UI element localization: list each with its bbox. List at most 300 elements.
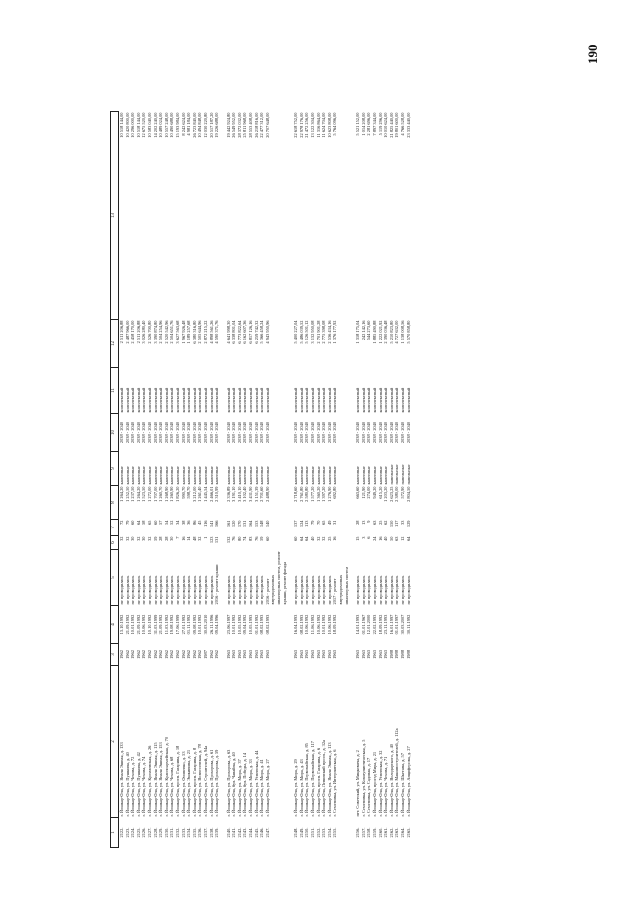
address: г. Йошкар-Ола, ул. Мира, д. 27 bbox=[264, 759, 270, 817]
cost-value: 5 126 501,12 bbox=[304, 320, 310, 344]
repair-period: 2038 - 2040 bbox=[360, 421, 366, 444]
address: г. Йошкар-Ола, ул. Успенская, д. 32 bbox=[377, 750, 383, 817]
repair-period: 2038 - 2040 bbox=[152, 421, 158, 444]
column-6-value: 32 bbox=[124, 536, 130, 541]
wall-material: панельные bbox=[405, 464, 411, 485]
wall-material: каменные bbox=[315, 466, 321, 485]
repair-status: 2016 - ремонт внутридомовых инженерных систем, ремонт крыши, ремонт фасада bbox=[264, 551, 287, 605]
privatization-date: 16.01.1997 bbox=[388, 614, 394, 635]
cost-value: 1 885 490,88 bbox=[371, 320, 377, 344]
cost-value: 2 775 398,08 bbox=[321, 320, 327, 344]
repair-status: не проводилась bbox=[259, 575, 265, 605]
total-value: 5 521 152,00 bbox=[355, 112, 361, 136]
address: г. Йошкар-Ола, ул. Пушкина, д. 42 bbox=[135, 752, 141, 817]
column-7-value: 49 bbox=[326, 520, 332, 525]
work-type: комплексный bbox=[152, 387, 158, 413]
row-id: 2132. bbox=[174, 827, 180, 838]
column-6-value: 50 bbox=[388, 536, 394, 541]
column-6-value: 24 bbox=[371, 536, 377, 541]
cost-value: 1 318 175,04 bbox=[355, 320, 361, 344]
cost-value: 6 817 126,16 bbox=[248, 320, 254, 344]
total-value: 12 675 520,00 bbox=[141, 112, 147, 138]
row-id: 2147. bbox=[264, 827, 270, 838]
area-value: 3 191,10 bbox=[231, 486, 237, 502]
total-value: 10 420 800,00 bbox=[124, 112, 130, 138]
total-value: 10 489 024,00 bbox=[158, 112, 164, 138]
build-year: 1988 bbox=[405, 650, 411, 659]
wall-material: каменные bbox=[146, 466, 152, 485]
work-type: комплексный bbox=[377, 387, 383, 413]
column-6-value: 32 bbox=[119, 536, 124, 541]
address: г. Йошкар-Ола, ул. Эшкинина, д. 21 bbox=[186, 749, 192, 817]
work-type: комплексный bbox=[119, 387, 124, 413]
column-7-value: 141 bbox=[208, 520, 214, 528]
privatization-date: 19.08.1992 bbox=[169, 614, 175, 635]
build-year: 1963 bbox=[366, 650, 372, 659]
row-id: 2130. bbox=[163, 827, 169, 838]
address: г. Йошкар-Ола, просп. Гагарина, д. 8 bbox=[191, 747, 197, 817]
total-value: 10 557 248,00 bbox=[163, 112, 169, 138]
privatization-date: 09.04.1996 bbox=[214, 614, 220, 635]
wall-material: каменные bbox=[130, 466, 136, 485]
cost-value: 242 142,16 bbox=[360, 320, 366, 341]
address: г. Йошкар-Ола, ул. Мира, д. 41 bbox=[259, 759, 265, 817]
address: г. Йошкар-Ола, ул. Вознесенская, д. 78 bbox=[197, 744, 203, 817]
area-value: 572,90 bbox=[399, 486, 405, 499]
repair-period: 2038 - 2040 bbox=[141, 421, 147, 444]
cost-value: 6 380 316,80 bbox=[191, 320, 197, 344]
repair-status: не проводилась bbox=[180, 575, 186, 605]
total-value: 19 442 924,80 bbox=[225, 112, 231, 138]
row-id: 2146. bbox=[259, 827, 265, 838]
address: пгт. Советский, ул. Мицкевича, д. 2 bbox=[355, 750, 361, 817]
column-header-9: 9 bbox=[111, 452, 119, 486]
cost-value: 6 162 607,36 bbox=[242, 320, 248, 344]
build-year: 1963 bbox=[264, 650, 270, 659]
privatization-date: 31.03.1999 bbox=[152, 614, 158, 635]
privatization-date: 08.02.1993 bbox=[264, 614, 270, 635]
row-id: 2124. bbox=[130, 827, 136, 838]
wall-material: каменные bbox=[326, 466, 332, 485]
row-id: 2154. bbox=[326, 827, 332, 838]
column-number-row bbox=[111, 112, 119, 848]
work-type: комплексный bbox=[310, 387, 315, 413]
repair-status: не проводилась bbox=[163, 575, 169, 605]
wall-material: каменные bbox=[169, 466, 175, 485]
cost-value: 4 943 950,96 bbox=[264, 320, 270, 344]
privatization-date: 21.09.1992 bbox=[124, 614, 130, 635]
address: г. Йошкар-Ола, ул. Красноармейская, д. 70 bbox=[163, 736, 169, 817]
column-header-8: 8 bbox=[111, 486, 119, 520]
repair-status: не проводилась bbox=[231, 575, 237, 605]
total-value: 10 490 688,00 bbox=[169, 112, 175, 138]
column-6-value: 64 bbox=[298, 536, 304, 541]
column-6-value: 76 bbox=[253, 536, 259, 541]
cost-value: 6 773 822,64 bbox=[236, 320, 242, 344]
total-value: 1 014 208,00 bbox=[360, 112, 366, 136]
total-value: 10 623 808,00 bbox=[326, 112, 332, 138]
work-type: комплексный bbox=[236, 387, 242, 413]
column-7-value: 33 bbox=[399, 520, 405, 525]
repair-status: не проводилась bbox=[321, 575, 327, 605]
row-id: 2159. bbox=[371, 827, 377, 838]
column-7-value: 25 bbox=[377, 520, 383, 525]
column-header-10: 10 bbox=[111, 414, 119, 452]
area-value: 2 761,80 bbox=[298, 486, 304, 502]
cost-value: 1 376 177,92 bbox=[332, 320, 338, 344]
wall-material: панельные bbox=[388, 464, 394, 485]
build-year: 1962 bbox=[174, 650, 180, 659]
address: г. Йошкар-Ола, ул. Осипенко, д. 53 bbox=[180, 751, 186, 817]
repair-period: 2038 - 2040 bbox=[236, 421, 242, 444]
build-year: 1962 bbox=[124, 650, 130, 659]
column-7-value: 57 bbox=[158, 520, 164, 525]
work-type: комплексный bbox=[259, 387, 265, 413]
address: г. Йошкар-Ола, ул. Первомайская, д. 85 bbox=[304, 743, 310, 817]
build-year: 1988 bbox=[394, 650, 400, 659]
address: г. Йошкар-Ола, ул. Пушкина, д. 40 bbox=[124, 752, 130, 817]
row-id: 2161. bbox=[383, 827, 389, 838]
address: г. Йошкар-Ола, ул. Прохорова, д. 61 bbox=[208, 749, 214, 817]
address: г. Йошкар-Ола, ул. Мира, д. 37 bbox=[236, 759, 242, 817]
row-id: 2127. bbox=[146, 827, 152, 838]
cost-value: 2 458 170,00 bbox=[130, 320, 136, 344]
column-7-value: 166 bbox=[214, 520, 220, 528]
area-value: 3 212,00 bbox=[191, 486, 197, 502]
cost-value: 1 967 926,48 bbox=[180, 320, 186, 344]
column-header-2: 2 bbox=[111, 666, 119, 818]
privatization-date: 01.01.1997 bbox=[394, 614, 400, 635]
cost-value: 2 504 254,96 bbox=[158, 320, 164, 344]
build-year: 1963 bbox=[293, 650, 299, 659]
area-value: 663,60 bbox=[355, 486, 361, 499]
area-value: 2 488,90 bbox=[264, 486, 270, 502]
area-value: 1 445,54 bbox=[202, 486, 208, 502]
column-6-value: 14 bbox=[186, 536, 192, 541]
work-type: комплексный bbox=[360, 387, 366, 413]
row-id: 2134. bbox=[186, 827, 192, 838]
repair-period: 2038 - 2040 bbox=[259, 421, 265, 444]
wall-material: каменные bbox=[124, 466, 130, 485]
repair-status: не проводилась bbox=[388, 575, 394, 605]
cost-value: 5 400 227,04 bbox=[293, 320, 299, 344]
column-6-value: 15 bbox=[355, 536, 361, 541]
wall-material: каменные bbox=[310, 466, 315, 485]
column-6-value: 60 bbox=[264, 536, 270, 541]
address: г. Йошкар-Ола, ул. Мира, д. 43 bbox=[298, 759, 304, 817]
address: г. Йошкар-Ола, ул. Чехова, д. 71 bbox=[383, 756, 389, 817]
cost-value: 5 570 858,80 bbox=[405, 320, 411, 344]
column-7-value: 9 bbox=[366, 520, 372, 523]
column-6-value: 3 bbox=[360, 536, 366, 539]
column-6-value: 12 bbox=[399, 536, 405, 541]
repair-period: 2038 - 2040 bbox=[208, 421, 214, 444]
column-header-4: 4 bbox=[111, 606, 119, 644]
build-year: 1962 bbox=[186, 650, 192, 659]
wall-material: каменные bbox=[186, 466, 192, 485]
column-6-value: 76 bbox=[231, 536, 237, 541]
address: г. Йошкар-Ола, бул. Чавайна, д. 40 bbox=[231, 752, 237, 817]
row-id: 2141. bbox=[231, 827, 237, 838]
area-value: 2 718,60 bbox=[293, 486, 299, 502]
build-year: 1963 bbox=[326, 650, 332, 659]
column-7-value: 70 bbox=[315, 520, 321, 525]
repair-period: 2038 - 2040 bbox=[405, 421, 411, 444]
column-7-value: 116 bbox=[202, 520, 208, 527]
column-6-value: 64 bbox=[304, 536, 310, 541]
wall-material: каменные bbox=[152, 466, 158, 485]
privatization-date: 10.06.1992 bbox=[315, 614, 321, 635]
work-type: комплексный bbox=[174, 387, 180, 413]
area-value: 1 264,20 bbox=[119, 486, 124, 502]
area-value: 2 380,00 bbox=[394, 486, 400, 502]
repair-status: не проводилась bbox=[146, 575, 152, 605]
address: г. Йошкар-Ола, ул. Яналя Эшпая, д. 115 bbox=[152, 742, 158, 817]
row-id: 2151. bbox=[310, 827, 315, 838]
repair-period: 2038 - 2040 bbox=[298, 421, 304, 444]
work-type: комплексный bbox=[298, 387, 304, 413]
cost-value: 6 338 801,04 bbox=[231, 320, 237, 344]
column-6-value: 32 bbox=[321, 536, 327, 541]
privatization-date: 10.01.1992 bbox=[197, 614, 203, 635]
wall-material: каменные bbox=[377, 466, 383, 485]
row-id: 2156. bbox=[355, 827, 361, 838]
build-year: 1963 bbox=[242, 650, 248, 659]
column-6-value: 30 bbox=[130, 536, 136, 541]
repair-status: не проводилась bbox=[169, 575, 175, 605]
wall-material: каменные bbox=[208, 466, 214, 485]
column-7-value: 120 bbox=[231, 520, 237, 528]
column-7-value: 28 bbox=[355, 520, 361, 525]
repair-period: 2038 - 2040 bbox=[225, 421, 231, 444]
row-id: 2144. bbox=[248, 827, 254, 838]
total-value: 7 897 344,00 bbox=[371, 112, 377, 136]
repair-status: не проводилась bbox=[355, 575, 361, 605]
address: г. Йошкар-Ола, проезд Мира, д. 21 bbox=[371, 751, 377, 817]
area-value: 1 826,20 bbox=[174, 486, 180, 502]
row-id: 2163. bbox=[394, 827, 400, 838]
repair-period: 2038 - 2040 bbox=[169, 421, 175, 444]
cost-value: 2 872 215,22 bbox=[202, 320, 208, 344]
repair-status: не проводилась bbox=[158, 575, 164, 605]
column-6-value: 63 bbox=[394, 536, 400, 541]
column-header-5: 5 bbox=[111, 550, 119, 606]
cost-value: 3 390 874,80 bbox=[152, 320, 158, 344]
privatization-date: 17.06.1999 bbox=[174, 614, 180, 635]
row-id: 2122. bbox=[119, 827, 124, 838]
repair-status: не проводилась bbox=[242, 575, 248, 605]
build-year: 1963 bbox=[298, 650, 304, 659]
wall-material: каменные bbox=[371, 466, 377, 485]
address: г. Йошкар-Ола, ул. Кремлевская, д. 26 bbox=[146, 745, 152, 817]
cost-value: 1 222 021,92 bbox=[377, 320, 383, 344]
address: г. Йошкар-Ола, ул. Машиностроителей, д. 112а bbox=[394, 728, 400, 817]
work-type: комплексный bbox=[383, 387, 389, 413]
work-type: комплексный bbox=[371, 387, 377, 413]
privatization-date: 11.06.1992 bbox=[310, 614, 315, 635]
build-year: 1963 bbox=[310, 650, 315, 659]
address: г. Йошкар-Ола, ул. Анциферова, д. 27 bbox=[405, 746, 411, 817]
wall-material: каменные bbox=[321, 466, 327, 485]
wall-material: каменные bbox=[174, 466, 180, 485]
work-type: комплексный bbox=[186, 387, 192, 413]
row-id: 2128. bbox=[152, 827, 158, 838]
column-6-value: 74 bbox=[242, 536, 248, 541]
address: г. Йошкар-Ола, ул. Володарского, д. 40 bbox=[388, 744, 394, 817]
address: г. Йошкар-Ола, бул. Победы, д. 14 bbox=[242, 752, 248, 817]
work-type: комплексный bbox=[231, 387, 237, 413]
area-value: 121,90 bbox=[360, 486, 366, 499]
privatization-date: 18.09.1992 bbox=[332, 614, 338, 635]
work-type: комплексный bbox=[141, 387, 147, 413]
wall-material: каменные bbox=[259, 466, 265, 485]
build-year: 1962 bbox=[146, 650, 152, 659]
cost-value: 2 390 036,48 bbox=[383, 320, 389, 344]
repair-status: не проводилась bbox=[360, 575, 366, 605]
area-value: 692,80 bbox=[332, 486, 338, 499]
total-value: 23 333 440,00 bbox=[405, 112, 411, 138]
build-year: 1987 bbox=[202, 650, 208, 659]
repair-period: 2038 - 2040 bbox=[174, 421, 180, 444]
privatization-date: 27.01.1992 bbox=[180, 614, 186, 635]
cost-value: 3 026 280,40 bbox=[141, 320, 147, 344]
column-7-value: 124 bbox=[298, 520, 304, 528]
address: г. Йошкар-Ола, ул. Первомайская, д. 117 bbox=[310, 741, 315, 817]
repair-period: 2038 - 2040 bbox=[158, 421, 164, 444]
repair-period: 2038 - 2040 bbox=[310, 421, 315, 444]
area-value: 2 623,25 bbox=[388, 486, 394, 502]
build-year: 1962 bbox=[119, 650, 124, 659]
wall-material: каменные bbox=[202, 466, 208, 485]
work-type: комплексный bbox=[202, 387, 208, 413]
column-7-value: 36 bbox=[186, 520, 192, 525]
build-year: 1962 bbox=[152, 650, 158, 659]
repair-status: не проводилась bbox=[248, 575, 254, 605]
total-value: 12 030 220,80 bbox=[202, 112, 208, 138]
repair-period: 2038 - 2040 bbox=[399, 421, 405, 444]
cost-value: 2 505 644,96 bbox=[197, 320, 203, 344]
total-value: 10 518 144,00 bbox=[135, 112, 141, 138]
total-value: 26 723 840,00 bbox=[191, 112, 197, 138]
repair-status: не проводилась bbox=[186, 575, 192, 605]
row-id: 2143. bbox=[242, 827, 248, 838]
area-value: 990,70 bbox=[180, 486, 186, 499]
column-6-value: 7 bbox=[174, 536, 180, 539]
column-7-value: 150 bbox=[388, 520, 394, 528]
area-value: 1 268,90 bbox=[163, 486, 169, 502]
repair-status: 2017 - ремонт внутридомовых инженерных систем bbox=[332, 566, 349, 605]
total-value: 10 583 040,00 bbox=[146, 112, 152, 138]
privatization-date: 10.06.1992 bbox=[141, 614, 147, 635]
column-6-value: 16 bbox=[180, 536, 186, 541]
build-year: 1963 bbox=[248, 650, 254, 659]
cost-value: 2 511 206,88 bbox=[119, 320, 124, 344]
register-table-sheet bbox=[110, 112, 522, 848]
total-value: 5 764 096,00 bbox=[332, 112, 338, 136]
wall-material: каменные bbox=[236, 466, 242, 485]
total-value: 28 372 032,00 bbox=[236, 112, 242, 138]
column-7-value: 148 bbox=[259, 520, 265, 528]
row-id: 2165. bbox=[405, 827, 411, 838]
row-id: 2150. bbox=[304, 827, 310, 838]
work-type: комплексный bbox=[146, 387, 152, 413]
total-value: 14 202 240,00 bbox=[152, 112, 158, 138]
row-id: 2131. bbox=[169, 827, 175, 838]
column-7-value: 34 bbox=[174, 520, 180, 525]
address: г. Йошкар-Ола, ул. Мира, д. 29 bbox=[293, 759, 299, 817]
repair-status: не проводилась bbox=[130, 575, 136, 605]
row-id: 2158. bbox=[366, 827, 372, 838]
column-7-value: 60 bbox=[130, 520, 136, 525]
build-year: 1988 bbox=[388, 650, 394, 659]
column-header-7: 7 bbox=[111, 520, 119, 536]
column-7-value: 153 bbox=[253, 520, 259, 528]
privatization-date: 01.01.1967 bbox=[360, 614, 366, 635]
area-value: 598,70 bbox=[186, 486, 192, 499]
address: г. Йошкар-Ола, ул. Шкетана, д. 57 bbox=[399, 753, 405, 817]
privatization-date: 09.08.1992 bbox=[191, 614, 197, 635]
work-type: комплексный bbox=[399, 387, 405, 413]
column-7-value: 60 bbox=[152, 520, 158, 525]
work-type: комплексный bbox=[214, 387, 220, 413]
wall-material: каменные bbox=[304, 466, 310, 485]
privatization-date: 13.10.1992 bbox=[119, 614, 124, 635]
work-type: комплексный bbox=[158, 387, 164, 413]
row-id: 2145. bbox=[253, 827, 259, 838]
build-year: 1963 bbox=[259, 650, 265, 659]
cost-value: 5 486 039,52 bbox=[298, 320, 304, 344]
repair-period: 2038 - 2040 bbox=[130, 421, 136, 444]
column-6-value: 1 bbox=[202, 536, 208, 539]
column-6-value: 59 bbox=[259, 536, 265, 541]
row-id: 2136. bbox=[197, 827, 203, 838]
total-value: 28 553 408,00 bbox=[248, 112, 254, 138]
repair-status: не проводилась bbox=[152, 575, 158, 605]
work-type: комплексный bbox=[388, 387, 394, 413]
repair-status: не проводилась bbox=[208, 575, 214, 605]
repair-status: не проводилась bbox=[225, 575, 231, 605]
cost-value: 2 701 901,28 bbox=[315, 320, 321, 344]
repair-period: 2038 - 2040 bbox=[394, 421, 400, 444]
page-number: 190 bbox=[585, 44, 600, 64]
area-value: 1 237,50 bbox=[130, 486, 136, 502]
repair-period: 2038 - 2040 bbox=[197, 421, 203, 444]
repair-status: не проводилась bbox=[394, 575, 400, 605]
wall-material: каменные bbox=[231, 466, 237, 485]
cost-value: 4 590 371,76 bbox=[214, 320, 220, 344]
column-6-value: 25 bbox=[326, 536, 332, 541]
table-row bbox=[406, 112, 412, 848]
repair-period: 2038 - 2040 bbox=[366, 421, 372, 444]
repair-status: не проводилась bbox=[405, 575, 411, 605]
wall-material: панельные bbox=[394, 464, 400, 485]
privatization-date: 23.11.1993 bbox=[383, 614, 389, 635]
repair-period: 2038 - 2040 bbox=[383, 421, 389, 444]
total-value: 2 281 696,00 bbox=[366, 112, 372, 136]
row-id: 2129. bbox=[158, 827, 164, 838]
total-value: 5 119 296,00 bbox=[377, 112, 383, 136]
row-id: 2135. bbox=[191, 827, 197, 838]
row-id: 2160. bbox=[377, 827, 383, 838]
column-7-value: 62 bbox=[383, 520, 389, 525]
area-value: 3 102,40 bbox=[242, 486, 248, 502]
work-type: комплексный bbox=[191, 387, 197, 413]
total-value: 15 193 984,00 bbox=[174, 112, 180, 138]
area-value: 1 203,20 bbox=[383, 486, 389, 502]
privatization-date: 10.06.1992 bbox=[304, 614, 310, 635]
privatization-date: 10.01.1992 bbox=[231, 614, 237, 635]
repair-period: 2038 - 2040 bbox=[124, 421, 130, 444]
